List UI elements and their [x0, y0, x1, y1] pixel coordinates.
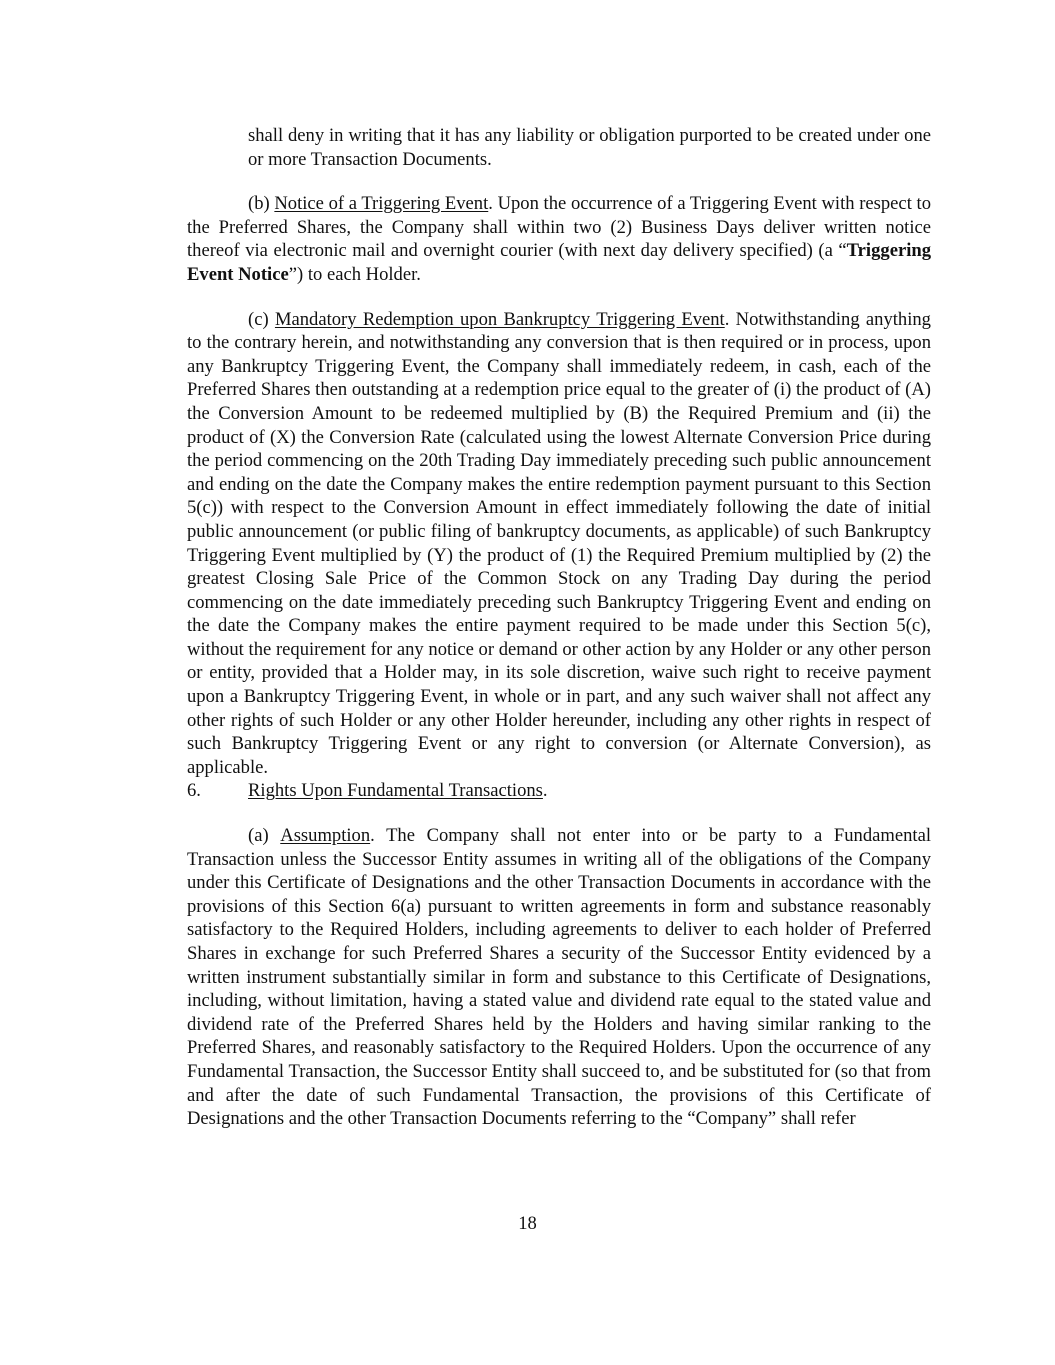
continuation-paragraph: shall deny in writing that it has any liability or obligation purported to be created under one or more Transaction Documents.: [248, 125, 931, 170]
paragraph-6a-text: . The Company shall not enter into or be party to a Fundamental Transaction unless the Successor Entity assumes in writing all of the obligations of the Company under this Certificate of Designations and the other Transaction Documents in accordance with the provisions of this Section 6(a) pursuant to written agreements in form and substance reasonably satisfactory to the Required Holders, including agreements to deliver to each holder of Preferred Shares in exchange for such Preferred Shares a security of the Successor Entity evidenced by a written instrument substantially similar in form and substance to this Certificate of Designations, including, without limitation, having a stated value and dividend rate equal to the stated value and dividend rate of the Preferred Shares held by the Holders and having similar ranking to the Preferred Shares, and reasonably satisfactory to the Required Holders. Upon the occurrence of any Fundamental Transaction, the Successor Entity shall succeed to, and be substituted for (so that from and after the date of such Fundamental Transaction, the provisions of this Certificate of Designations and the other Transaction Documents referring to the “Company” shall refer: [187, 825, 932, 1130]
paragraph-c-mandatory-redemption: [187, 308, 931, 780]
paragraph-6a-label: (a): [248, 825, 269, 847]
paragraph-b-label: (b): [248, 193, 270, 215]
section-6-heading: [187, 779, 931, 803]
paragraph-6a-heading: Assumption: [280, 825, 371, 847]
document-page: [187, 124, 931, 1131]
paragraph-b-heading: Notice of a Triggering Event: [274, 193, 489, 215]
paragraph-b-text-1: . Upon the occurrence of a Triggering Event with respect to the Preferred Shares, the Company shall within two (2) Business Days deliver written notice thereof via electronic mail and overnight courier (with next day delivery specified) (a “: [187, 193, 931, 262]
page-number: 18: [518, 1213, 537, 1234]
defined-term-triggering-event-notice: Triggering Event Notice: [187, 240, 931, 285]
paragraph-c-heading: Mandatory Redemption upon Bankruptcy Triggering Event: [274, 308, 725, 330]
paragraph-c-text: . Notwithstanding anything to the contrary herein, and notwithstanding any conversion that is then required or in process, upon any Bankruptcy Triggering Event, the Company shall immediately redeem, in cash, each of the Preferred Shares then outstanding at a redemption price equal to the greater of (i) the product of (A) the Conversion Amount to be redeemed multiplied by (B) the Required Premium and (ii) the product of (X) the Conversion Rate (calculated using the lowest Alternate Conversion Price during the period commencing on the 20th Trading Day immediately preceding such public announcement and ending on the date the Company makes the entire redemption payment pursuant to this Section 5(c)) with respect to the Conversion Amount in effect immediately following the date of initial public announcement (or public filing of bankruptcy documents, as applicable) of such Bankruptcy Triggering Event multiplied by (Y) the product of (1) the Required Premium multiplied by (2) the greatest Closing Sale Price of the Common Stock on any Trading Day during the period commencing on the date immediately preceding such Bankruptcy Triggering Event and ending on the date the Company makes the entire payment required to be made under this Section 5(c), without the requirement for any notice or demand or other action by any Holder or any other person or entity, provided that a Holder may, in its sole discretion, waive such right to receive payment upon a Bankruptcy Triggering Event, in whole or in part, and any such waiver shall not affect any other rights of such Holder or any other Holder hereunder, including any other rights in respect of such Bankruptcy Triggering Event or any right to conversion (or Alternate Conversion), as applicable.: [187, 308, 931, 778]
section-6-title: Rights Upon Fundamental Transactions: [248, 780, 543, 802]
paragraph-c-label: (c): [248, 308, 269, 330]
section-6-number: 6.: [187, 780, 201, 802]
paragraph-b-notice-of-triggering-event: [187, 192, 931, 286]
section-6-title-punct: .: [542, 780, 548, 802]
paragraph-b-text-2: ”) to each Holder.: [288, 263, 421, 285]
paragraph-6a-assumption: [187, 824, 931, 1131]
